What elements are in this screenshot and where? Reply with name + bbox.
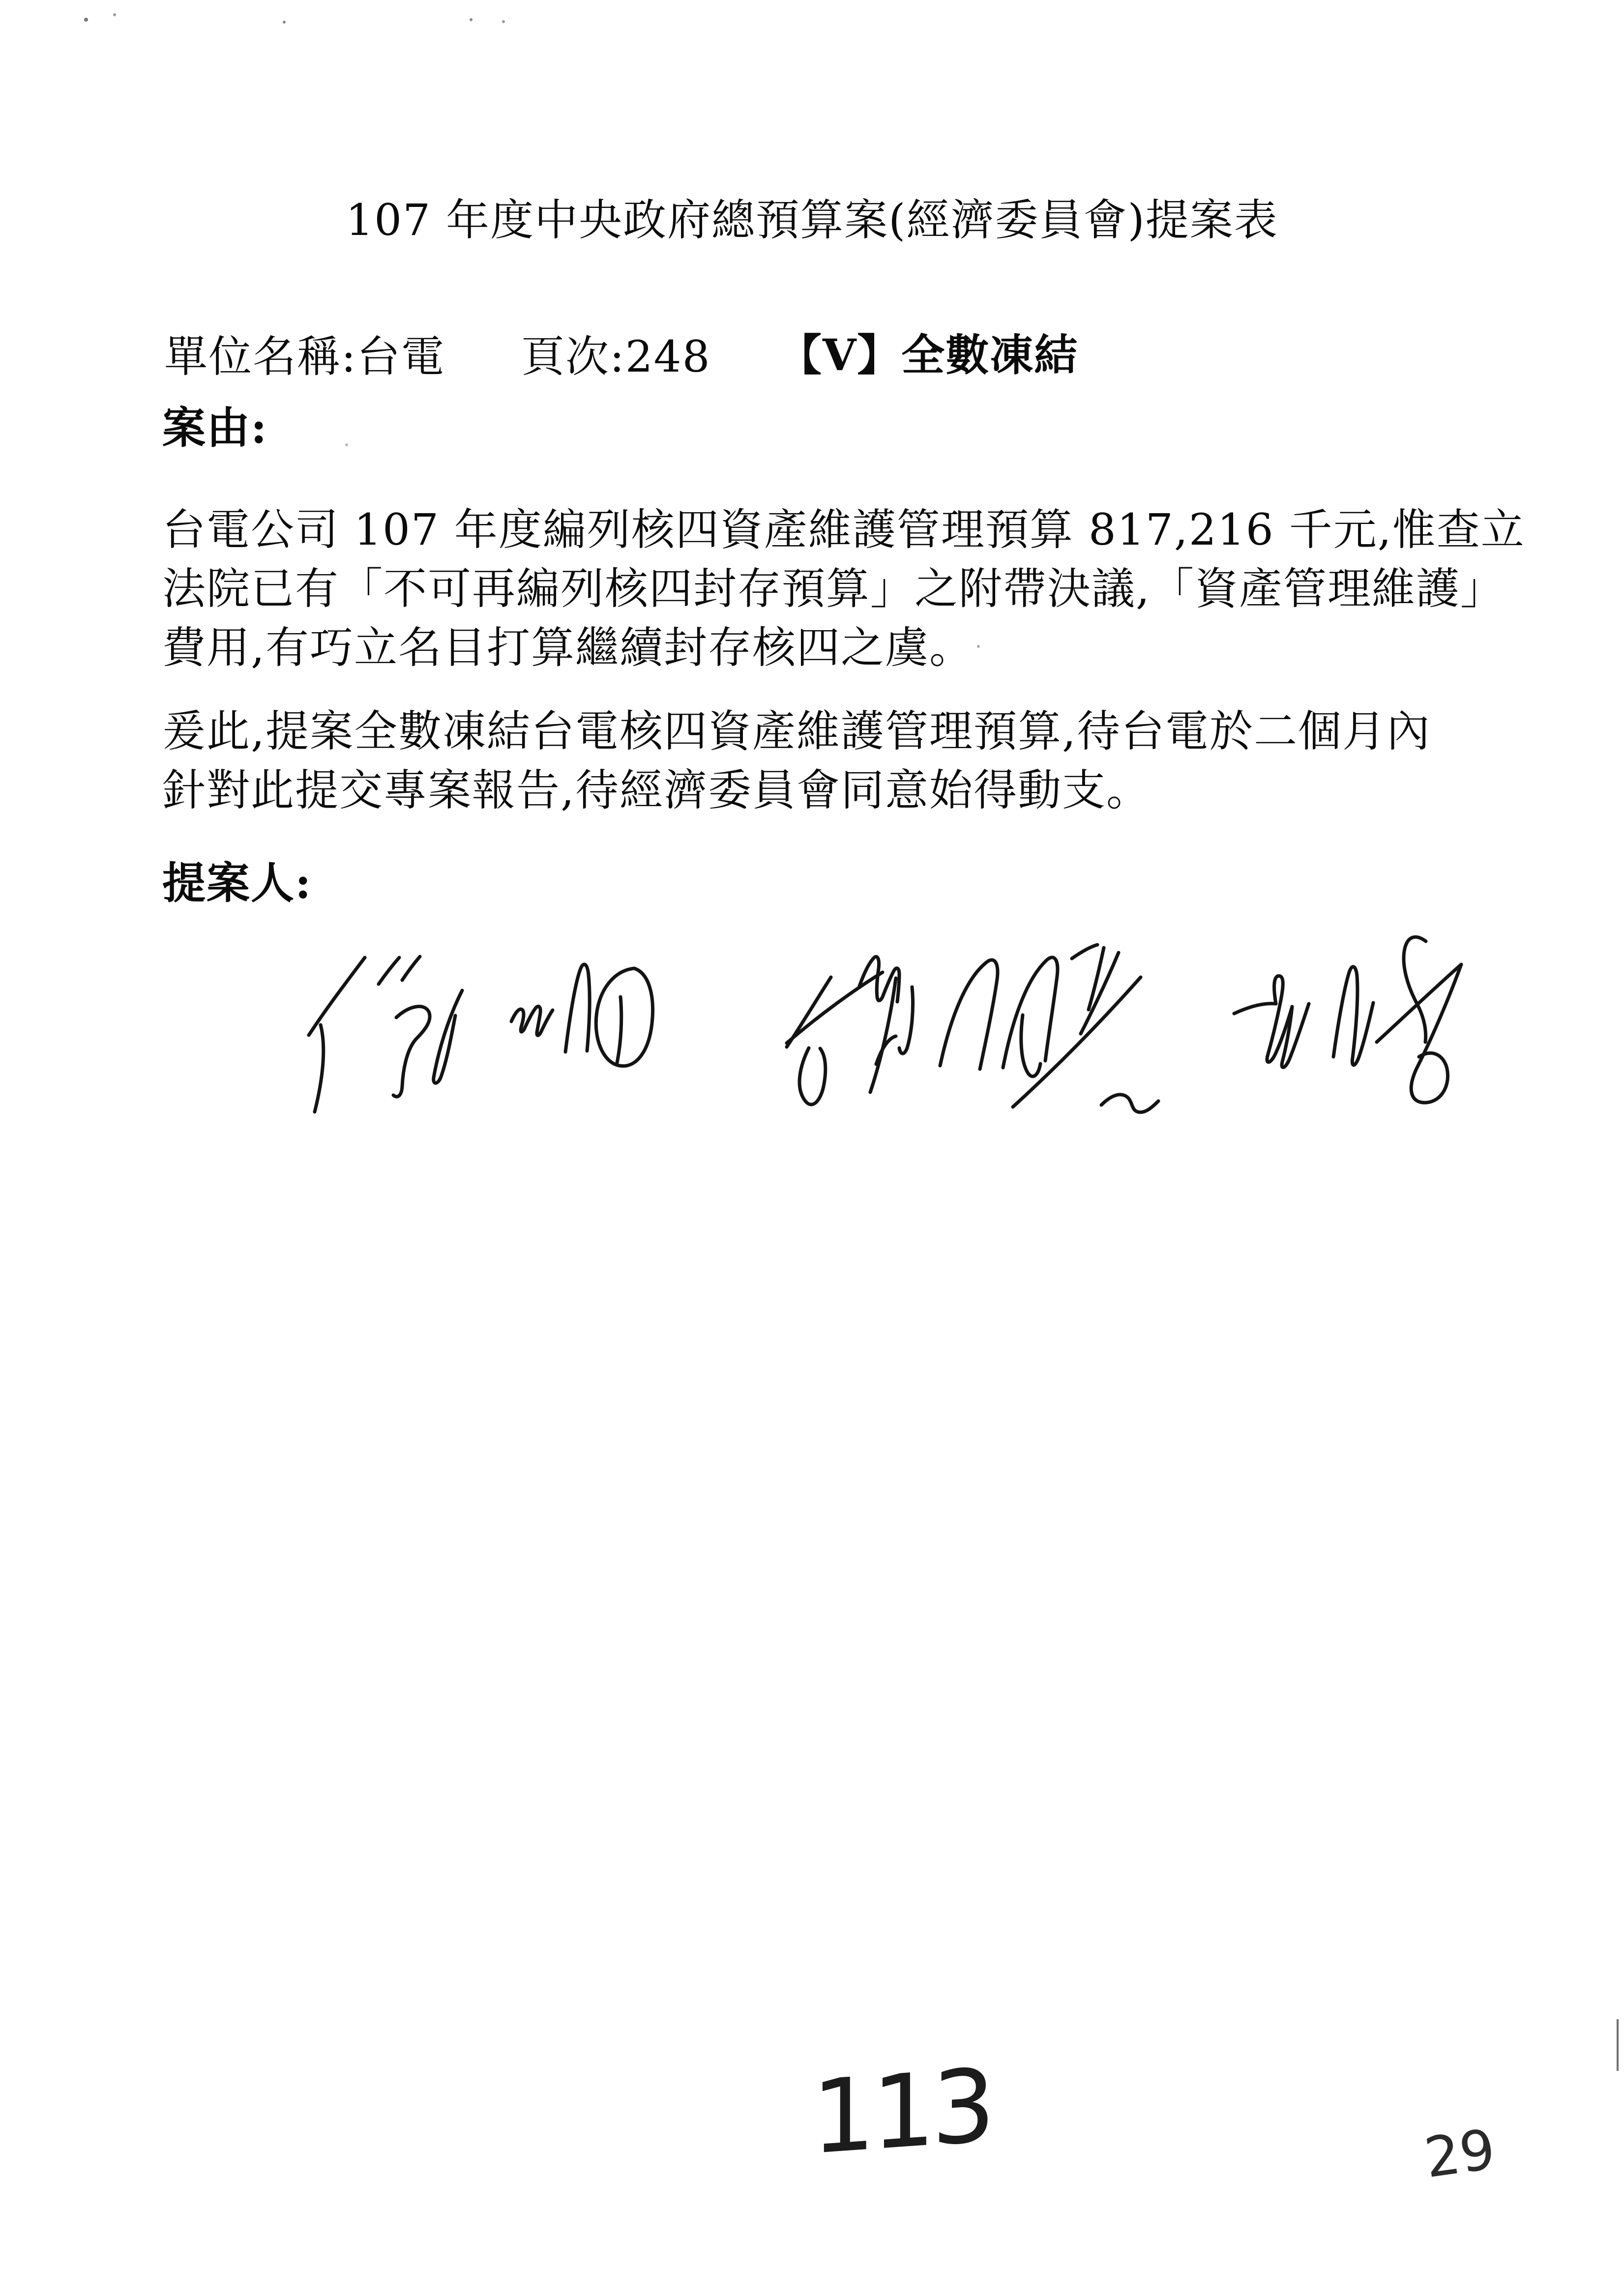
paragraph-line: 法院已有「不可再編列核四封存預算」之附帶決議,「資產管理維護」: [162, 563, 1505, 614]
case-label: 案由:: [162, 402, 268, 453]
handwritten-page-number: 113: [811, 2047, 992, 2178]
handwritten-corner-note: 29: [1420, 2117, 1499, 2191]
paragraph-line: 爰此,提案全數凍結台電核四資產維護管理預算,待台電於二個月內: [162, 706, 1431, 756]
paragraph-line: 費用,有巧立名目打算繼續封存核四之虞。: [162, 622, 974, 673]
handwritten-signature-2: [787, 945, 1158, 1112]
unit-name: 單位名稱:台電: [164, 331, 445, 382]
paragraph-line: 台電公司 107 年度編列核四資產維護管理預算 817,216 千元,惟查立: [162, 504, 1525, 555]
handwritten-signature-1: [309, 957, 653, 1112]
document-title: 107 年度中央政府總預算案(經濟委員會)提案表: [346, 195, 1278, 245]
scan-artifact-edge-line: [1617, 2019, 1619, 2071]
paragraph-line: 針對此提交專案報告,待經濟委員會同意始得動支。: [162, 765, 1151, 815]
freeze-mark: 【V】全數凍結: [778, 329, 1079, 380]
proposer-label: 提案人:: [162, 857, 312, 908]
page-ref: 頁次:248: [521, 331, 711, 382]
handwritten-signature-3: [1234, 937, 1461, 1103]
